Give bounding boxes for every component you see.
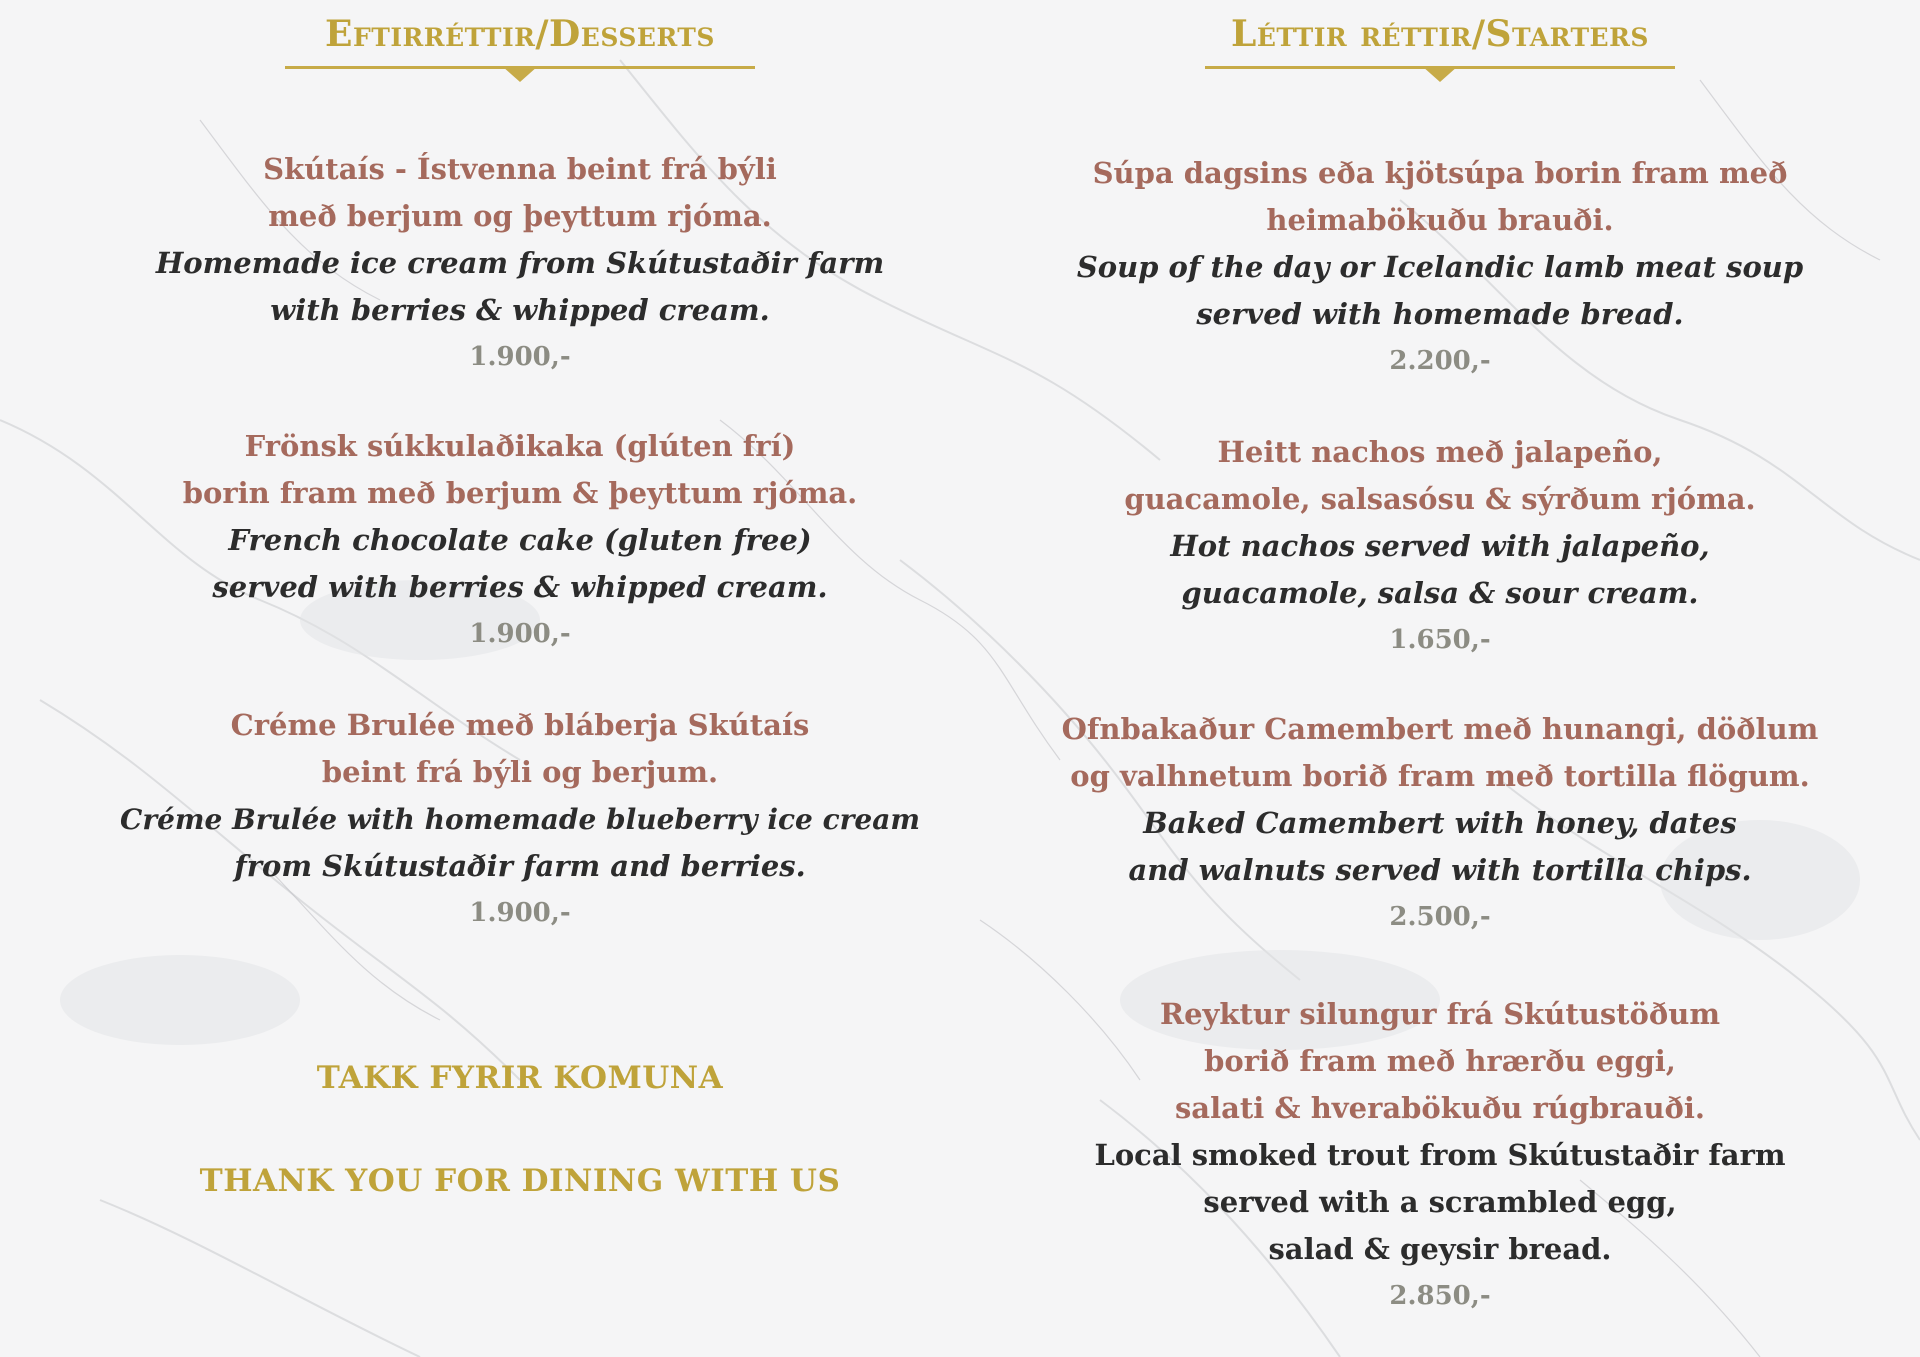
item-name-english: and walnuts served with tortilla chips. (1128, 853, 1752, 887)
item-name-english: Soup of the day or Icelandic lamb meat soup (1076, 250, 1804, 284)
menu-item (120, 702, 920, 937)
item-name-english: salad & geysir bread. (1268, 1232, 1612, 1266)
item-name-icelandic: borin fram með berjum & þeyttum rjóma. (182, 476, 858, 510)
item-name-english: Homemade ice cream from Skútustaðir farm (155, 246, 885, 280)
starters-heading-divider (1205, 66, 1675, 69)
item-name-english: Créme Brulée with homemade blueberry ice cream (120, 803, 920, 836)
desserts-heading-divider (285, 66, 755, 69)
item-name-english: guacamole, salsa & sour cream. (1181, 576, 1699, 610)
item-name-icelandic: Heitt nachos með jalapeño, (1217, 435, 1663, 469)
item-price: 1.900,- (469, 619, 571, 649)
divider-arrow-icon (1422, 66, 1458, 82)
menu-item (120, 423, 920, 658)
starters-section (1040, 0, 1840, 1311)
item-price: 1.650,- (1389, 625, 1491, 655)
item-name-icelandic: guacamole, salsasósu & sýrðum rjóma. (1124, 482, 1756, 516)
item-price: 2.200,- (1389, 346, 1491, 376)
desserts-section (120, 0, 920, 1199)
thanks-icelandic: TAKK FYRIR KOMUNA (316, 1060, 724, 1096)
item-name-icelandic: heimabökuðu brauði. (1266, 203, 1614, 237)
item-name-icelandic: salati & hverabökuðu rúgbrauði. (1174, 1091, 1705, 1125)
desserts-heading: Eftirréttir/Desserts (325, 13, 715, 55)
item-price: 1.900,- (469, 898, 571, 928)
menu-item (1040, 706, 1840, 941)
menu-item (1040, 429, 1840, 664)
item-name-icelandic: Skútaís - Ístvenna beint frá býli (263, 152, 777, 186)
item-name-icelandic: beint frá býli og berjum. (321, 755, 719, 789)
menu-item (1040, 991, 1840, 1320)
item-name-icelandic: með berjum og þeyttum rjóma. (268, 199, 772, 233)
item-name-english: served with a scrambled egg, (1203, 1185, 1677, 1219)
item-name-english: French chocolate cake (gluten free) (228, 523, 812, 557)
item-name-english: Hot nachos served with jalapeño, (1170, 529, 1710, 563)
item-name-icelandic: Créme Brulée með bláberja Skútaís (230, 708, 810, 742)
item-name-icelandic: borið fram með hrærðu eggi, (1204, 1044, 1676, 1078)
item-price: 2.500,- (1389, 902, 1491, 932)
menu-item (120, 146, 920, 381)
thanks-english: THANK YOU FOR DINING WITH US (199, 1163, 841, 1199)
item-name-english: with berries & whipped cream. (270, 293, 770, 327)
item-name-english: Baked Camembert with honey, dates (1143, 806, 1737, 840)
item-name-icelandic: Súpa dagsins eða kjötsúpa borin fram með (1092, 156, 1788, 190)
item-name-english: Local smoked trout from Skútustaðir farm (1094, 1138, 1786, 1172)
item-name-icelandic: Ofnbakaður Camembert með hunangi, döðlum (1061, 712, 1819, 746)
item-name-icelandic: Reyktur silungur frá Skútustöðum (1159, 997, 1721, 1031)
item-name-english: served with berries & whipped cream. (212, 570, 828, 604)
item-price: 1.900,- (469, 342, 571, 372)
menu-item (1040, 150, 1840, 385)
item-name-english: from Skútustaðir farm and berries. (234, 849, 806, 883)
item-name-icelandic: Frönsk súkkulaðikaka (glúten frí) (244, 429, 796, 463)
item-name-icelandic: og valhnetum borið fram með tortilla flögum. (1070, 759, 1810, 793)
divider-arrow-icon (502, 66, 538, 82)
starters-heading: Léttir réttir/Starters (1231, 13, 1649, 55)
item-name-english: served with homemade bread. (1196, 297, 1684, 331)
item-price: 2.850,- (1389, 1281, 1491, 1311)
